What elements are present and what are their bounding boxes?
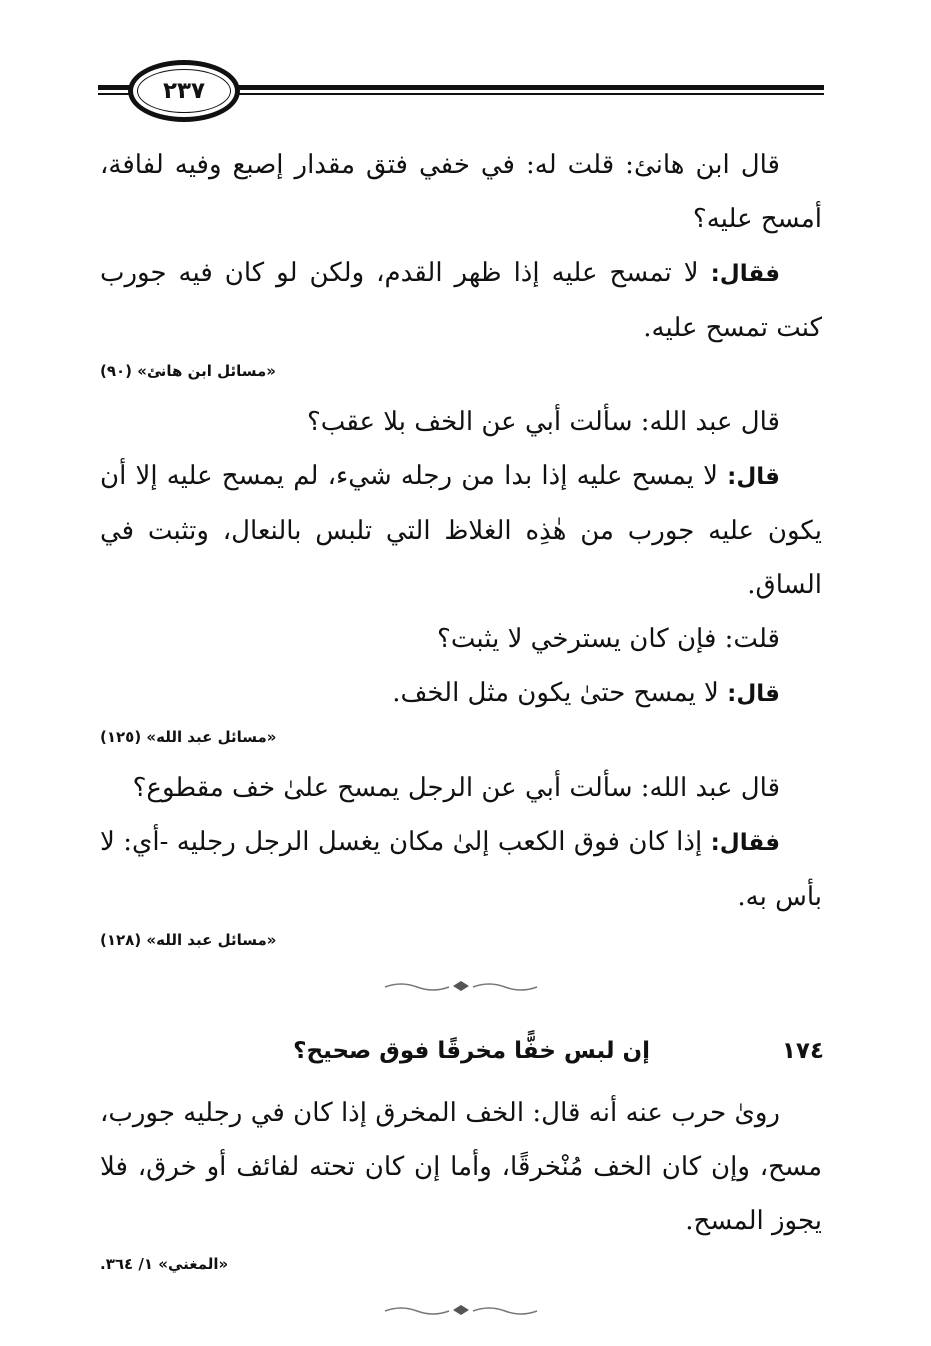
paragraph-text: روىٰ حرب عنه أنه قال: الخف المخرق إذا كان في رجليه جورب، مسح، وإن كان الخف مُنْخرقًا، وأما إن كان تحته لفائف أو خرق، فلا يجوز المسح. bbox=[100, 1098, 822, 1236]
paragraph bbox=[100, 138, 822, 246]
paragraph-text: لا يمسح حتىٰ يكون مثل الخف. bbox=[392, 678, 728, 708]
page-number-badge bbox=[128, 60, 240, 122]
ornament-divider bbox=[100, 1302, 822, 1322]
speaker-label: قال: bbox=[727, 464, 780, 490]
paragraph-text: قال عبد الله: سألت أبي عن الرجل يمسح علىٰ خف مقطوع؟ bbox=[132, 773, 780, 803]
source-citation: «مسائل عبد الله» (١٢٨) bbox=[100, 931, 277, 949]
paragraph-text: لا يمسح عليه إذا بدا من رجله شيء، لم يمسح عليه إلا أن يكون عليه جورب من هٰذِه الغلاظ التي تلبس بالنعال، وتثبت في الساق. bbox=[100, 461, 822, 600]
paragraph-text: قال ابن هانئ: قلت له: في خفي فتق مقدار إصبع وفيه لفافة، أمسح عليه؟ bbox=[100, 150, 822, 234]
paragraph bbox=[100, 246, 822, 355]
section-heading bbox=[100, 1022, 822, 1080]
paragraph-text: قلت: فإن كان يسترخي لا يثبت؟ bbox=[437, 624, 780, 654]
source-citation: «مسائل ابن هانئ» (٩٠) bbox=[100, 362, 276, 380]
paragraph bbox=[100, 666, 822, 721]
paragraph bbox=[100, 395, 822, 449]
paragraph-text: إذا كان فوق الكعب إلىٰ مكان يغسل الرجل رجليه -أي: لا بأس به. bbox=[100, 827, 822, 912]
page-number: ٢٣٧ bbox=[162, 78, 206, 104]
paragraph bbox=[100, 815, 822, 924]
ornament-divider bbox=[100, 978, 822, 998]
paragraph bbox=[100, 761, 822, 815]
page-body bbox=[100, 138, 822, 1346]
paragraph bbox=[100, 449, 822, 612]
paragraph bbox=[100, 1086, 822, 1248]
speaker-label: فقال: bbox=[710, 830, 780, 856]
source-citation: «المغني» ١/ ٣٦٤. bbox=[100, 1255, 229, 1273]
speaker-label: فقال: bbox=[710, 261, 780, 287]
paragraph bbox=[100, 612, 822, 666]
paragraph-text: قال عبد الله: سألت أبي عن الخف بلا عقب؟ bbox=[306, 407, 780, 437]
source-citation: «مسائل عبد الله» (١٢٥) bbox=[100, 728, 277, 746]
section-number: ١٧٤ bbox=[781, 1038, 824, 1064]
paragraph-text: لا تمسح عليه إذا ظهر القدم، ولكن لو كان فيه جورب كنت تمسح عليه. bbox=[100, 258, 822, 343]
speaker-label: قال: bbox=[727, 681, 780, 707]
section-title: إن لبس خفًّا مخرقًا فوق صحيح؟ bbox=[293, 1038, 650, 1064]
page-header bbox=[98, 54, 824, 128]
